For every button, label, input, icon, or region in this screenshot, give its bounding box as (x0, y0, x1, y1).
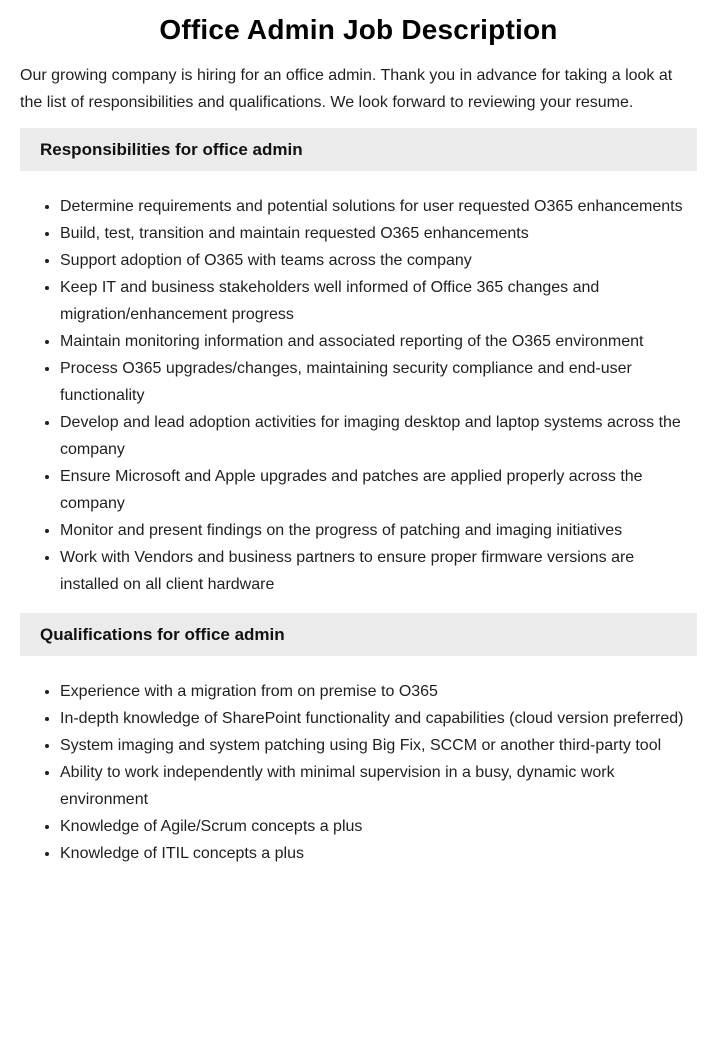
list-item: • Knowledge of ITIL concepts a plus (60, 840, 697, 867)
list-item: • Develop and lead adoption activities for imaging desktop and laptop systems across the company (60, 409, 697, 463)
list-item: • Ensure Microsoft and Apple upgrades and patches are applied properly across the company (60, 463, 697, 517)
list-item: • Process O365 upgrades/changes, maintaining security compliance and end-user functionality (60, 355, 697, 409)
list-item: • Monitor and present findings on the progress of patching and imaging initiatives (60, 517, 697, 544)
responsibilities-heading: Responsibilities for office admin (40, 140, 303, 159)
list-item: • Knowledge of Agile/Scrum concepts a plus (60, 813, 697, 840)
qualifications-heading: Qualifications for office admin (40, 625, 285, 644)
list-item: • In-depth knowledge of SharePoint functionality and capabilities (cloud version preferred) (60, 705, 697, 732)
list-item: • Support adoption of O365 with teams across the company (60, 247, 697, 274)
intro-paragraph: Our growing company is hiring for an office admin. Thank you in advance for taking a look at the list of responsibilities and qualifications. We look forward to reviewing your resume. (20, 67, 673, 111)
qualifications-section-header (20, 613, 697, 656)
responsibilities-list (20, 193, 697, 598)
responsibilities-section (20, 128, 697, 598)
list-item: • Experience with a migration from on premise to O365 (60, 678, 697, 705)
qualifications-list (20, 678, 697, 867)
list-item: • Keep IT and business stakeholders well informed of Office 365 changes and migration/enhancement progress (60, 274, 697, 328)
list-item: • Work with Vendors and business partners to ensure proper firmware versions are installed on all client hardware (60, 544, 697, 598)
list-item: • Maintain monitoring information and associated reporting of the O365 environment (60, 328, 697, 355)
list-item: • Determine requirements and potential solutions for user requested O365 enhancements (60, 193, 697, 220)
list-item: • Build, test, transition and maintain requested O365 enhancements (60, 220, 697, 247)
page-title: Office Admin Job Description (159, 14, 558, 45)
qualifications-section (20, 613, 697, 867)
list-item: • System imaging and system patching using Big Fix, SCCM or another third-party tool (60, 732, 697, 759)
list-item: • Ability to work independently with minimal supervision in a busy, dynamic work environment (60, 759, 697, 813)
responsibilities-section-header (20, 128, 697, 171)
